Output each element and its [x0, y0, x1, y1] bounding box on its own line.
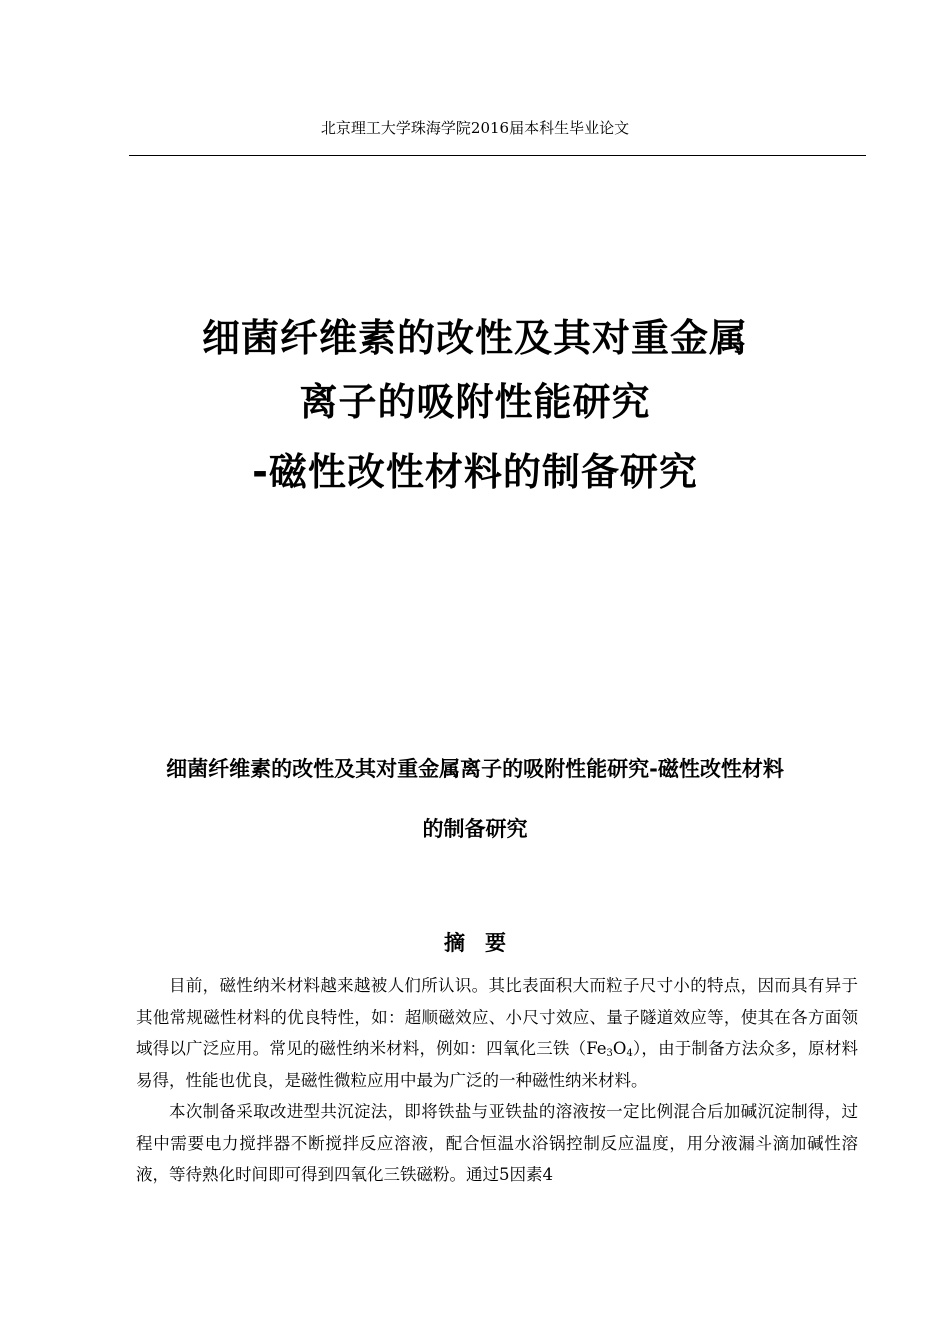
abstract-paragraph-2: 本次制备采取改进型共沉淀法，即将铁盐与亚铁盐的溶液按一定比例混合后加碱沉淀制得，过程中需要电力搅拌器不断搅拌反应溶液，配合恒温水浴锅控制反应温度，用分液漏斗滴加碱性溶液，等待熟化时间即可得到四氧化三铁磁粉。通过5因素4	[136, 1102, 858, 1184]
cover-title-line-2: 离子的吸附性能研究	[299, 380, 651, 424]
abstract-title-line-1: 细菌纤维素的改性及其对重金属离子的吸附性能研究-磁性改性材料	[166, 757, 784, 781]
abstract-heading: 摘要	[444, 931, 526, 955]
header-divider	[129, 155, 866, 156]
abstract-title-line-2: 的制备研究	[422, 817, 528, 841]
running-header: 北京理工大学珠海学院2016届本科生毕业论文	[320, 119, 630, 137]
abstract-body	[136, 970, 858, 1191]
abstract-paragraph-1: 目前，磁性纳米材料越来越被人们所认识。其比表面积大而粒子尺寸小的特点，因而具有异于其他常规磁性材料的优良特性，如：超顺磁效应、小尺寸效应、量子隧道效应等，使其在各方面领域得以广泛应用。常见的磁性纳米材料，例如：四氧化三铁$(Fe_3O_4)$，由于制备方法众多，原材料易得，性能也优良，是磁性微粒应用中最为广泛的一种磁性纳米材料。	[136, 976, 859, 1090]
cover-title-line-3: -磁性改性材料的制备研究	[252, 450, 698, 494]
cover-title-line-1: 细菌纤维素的改性及其对重金属	[201, 316, 748, 360]
